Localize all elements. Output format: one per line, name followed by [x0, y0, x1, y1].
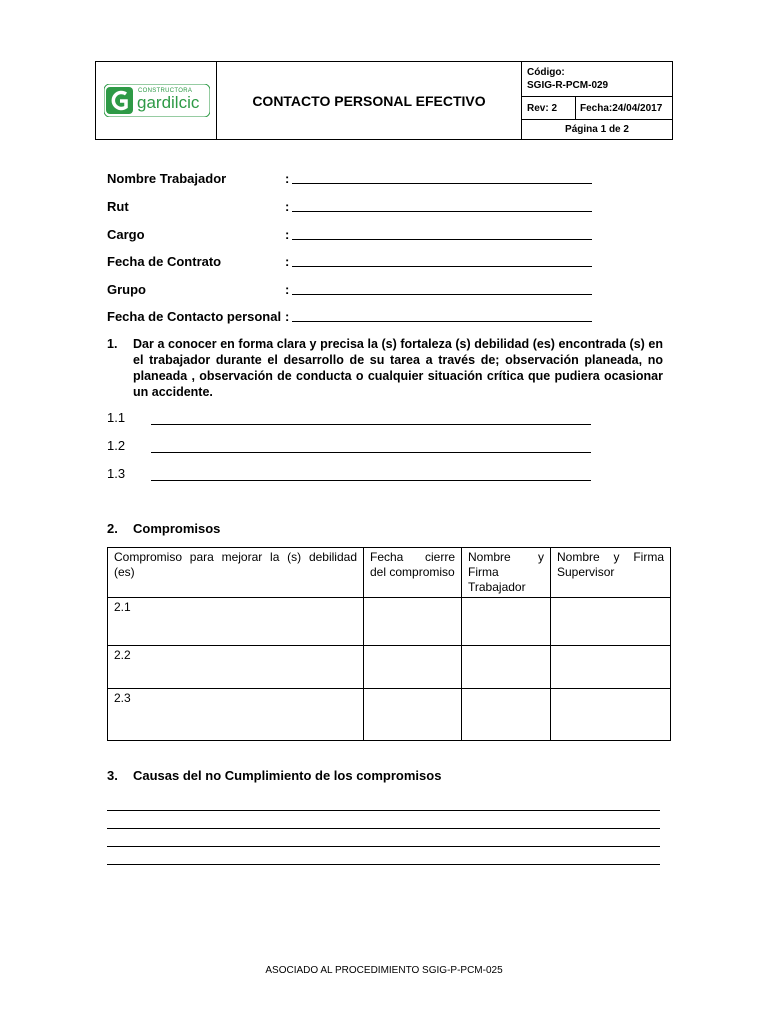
field-label-nombre: Nombre Trabajador	[107, 171, 227, 186]
table-cell[interactable]	[462, 598, 551, 646]
header-firma-supervisor: Nombre y Firma Supervisor	[551, 548, 671, 598]
item-line-1-2[interactable]	[151, 452, 591, 453]
section-2-heading	[107, 521, 220, 536]
item-1-3: 1.3	[107, 466, 126, 481]
table-cell[interactable]	[551, 598, 671, 646]
field-line-grupo[interactable]	[292, 294, 592, 295]
document-header	[95, 61, 673, 140]
footer-text: ASOCIADO AL PROCEDIMIENTO SGIG-P-PCM-025	[265, 965, 503, 976]
section-3-title: Causas del no Cumplimiento de los compromisos	[133, 768, 442, 783]
field-colon: :	[285, 282, 290, 297]
item-1-2: 1.2	[107, 438, 126, 453]
field-colon: :	[285, 199, 290, 214]
table-row	[108, 598, 671, 646]
logo-small-text: CONSTRUCTORA	[138, 88, 193, 94]
table-row	[108, 646, 671, 689]
logo-name: gardilcic	[137, 93, 200, 112]
revision: Rev: 2	[527, 103, 558, 114]
item-line-1-1[interactable]	[151, 424, 591, 425]
field-colon: :	[285, 227, 290, 242]
table-cell[interactable]	[462, 646, 551, 689]
company-logo	[104, 84, 210, 117]
row-label[interactable]: 2.3	[108, 689, 364, 741]
header-fecha-cierre: Fecha cierre del compromiso	[364, 548, 462, 598]
causes-line[interactable]	[107, 810, 660, 811]
row-label[interactable]: 2.1	[108, 598, 364, 646]
section-1-number: 1.	[107, 337, 118, 351]
header-firma-trabajador: Nombre y Firma Trabajador	[462, 548, 551, 598]
table-row	[108, 689, 671, 741]
causes-line[interactable]	[107, 864, 660, 865]
field-colon: :	[285, 309, 290, 324]
section-1	[107, 336, 663, 400]
header-compromiso: Compromiso para mejorar la (s) debilidad (es)	[108, 548, 364, 598]
causes-line[interactable]	[107, 828, 660, 829]
field-line-nombre[interactable]	[292, 183, 592, 184]
item-1-1: 1.1	[107, 410, 126, 425]
section-3-heading	[107, 768, 441, 783]
table-cell[interactable]	[551, 689, 671, 741]
section-1-text: Dar a conocer en forma clara y precisa la (s) fortaleza (s) debilidad (es) encontrada (s) en el trabajador durante el desarrollo de su tarea a través de; observación planeada, no planeada , observación de conducta o cualquier situación crítica que pudiera ocasionar un accidente.	[133, 337, 663, 399]
document-title: CONTACTO PERSONAL EFECTIVO	[252, 92, 486, 109]
field-label-fecha-contacto: Fecha de Contacto personal	[107, 309, 282, 324]
commitments-table	[107, 547, 671, 741]
causes-line[interactable]	[107, 846, 660, 847]
table-cell[interactable]	[462, 689, 551, 741]
table-cell[interactable]	[364, 689, 462, 741]
document-date: Fecha:24/04/2017	[580, 103, 663, 114]
field-colon: :	[285, 254, 290, 269]
field-label-rut: Rut	[107, 199, 129, 214]
field-line-fecha-contrato[interactable]	[292, 266, 592, 267]
field-colon: :	[285, 171, 290, 186]
row-label[interactable]: 2.2	[108, 646, 364, 689]
field-label-fecha-contrato: Fecha de Contrato	[107, 254, 222, 269]
field-line-rut[interactable]	[292, 211, 592, 212]
field-label-cargo: Cargo	[107, 227, 145, 242]
table-cell[interactable]	[551, 646, 671, 689]
table-header-row	[108, 548, 671, 598]
table-cell[interactable]	[364, 598, 462, 646]
table-cell[interactable]	[364, 646, 462, 689]
field-label-grupo: Grupo	[107, 282, 146, 297]
page-number: Página 1 de 2	[565, 124, 629, 135]
field-line-fecha-contacto[interactable]	[292, 321, 592, 322]
item-line-1-3[interactable]	[151, 480, 591, 481]
code-value: SGIG-R-PCM-029	[527, 80, 609, 91]
section-2-number: 2.	[107, 521, 118, 536]
code-label: Código:	[527, 67, 565, 78]
section-2-title: Compromisos	[133, 521, 221, 536]
field-line-cargo[interactable]	[292, 239, 592, 240]
section-3-number: 3.	[107, 768, 118, 783]
